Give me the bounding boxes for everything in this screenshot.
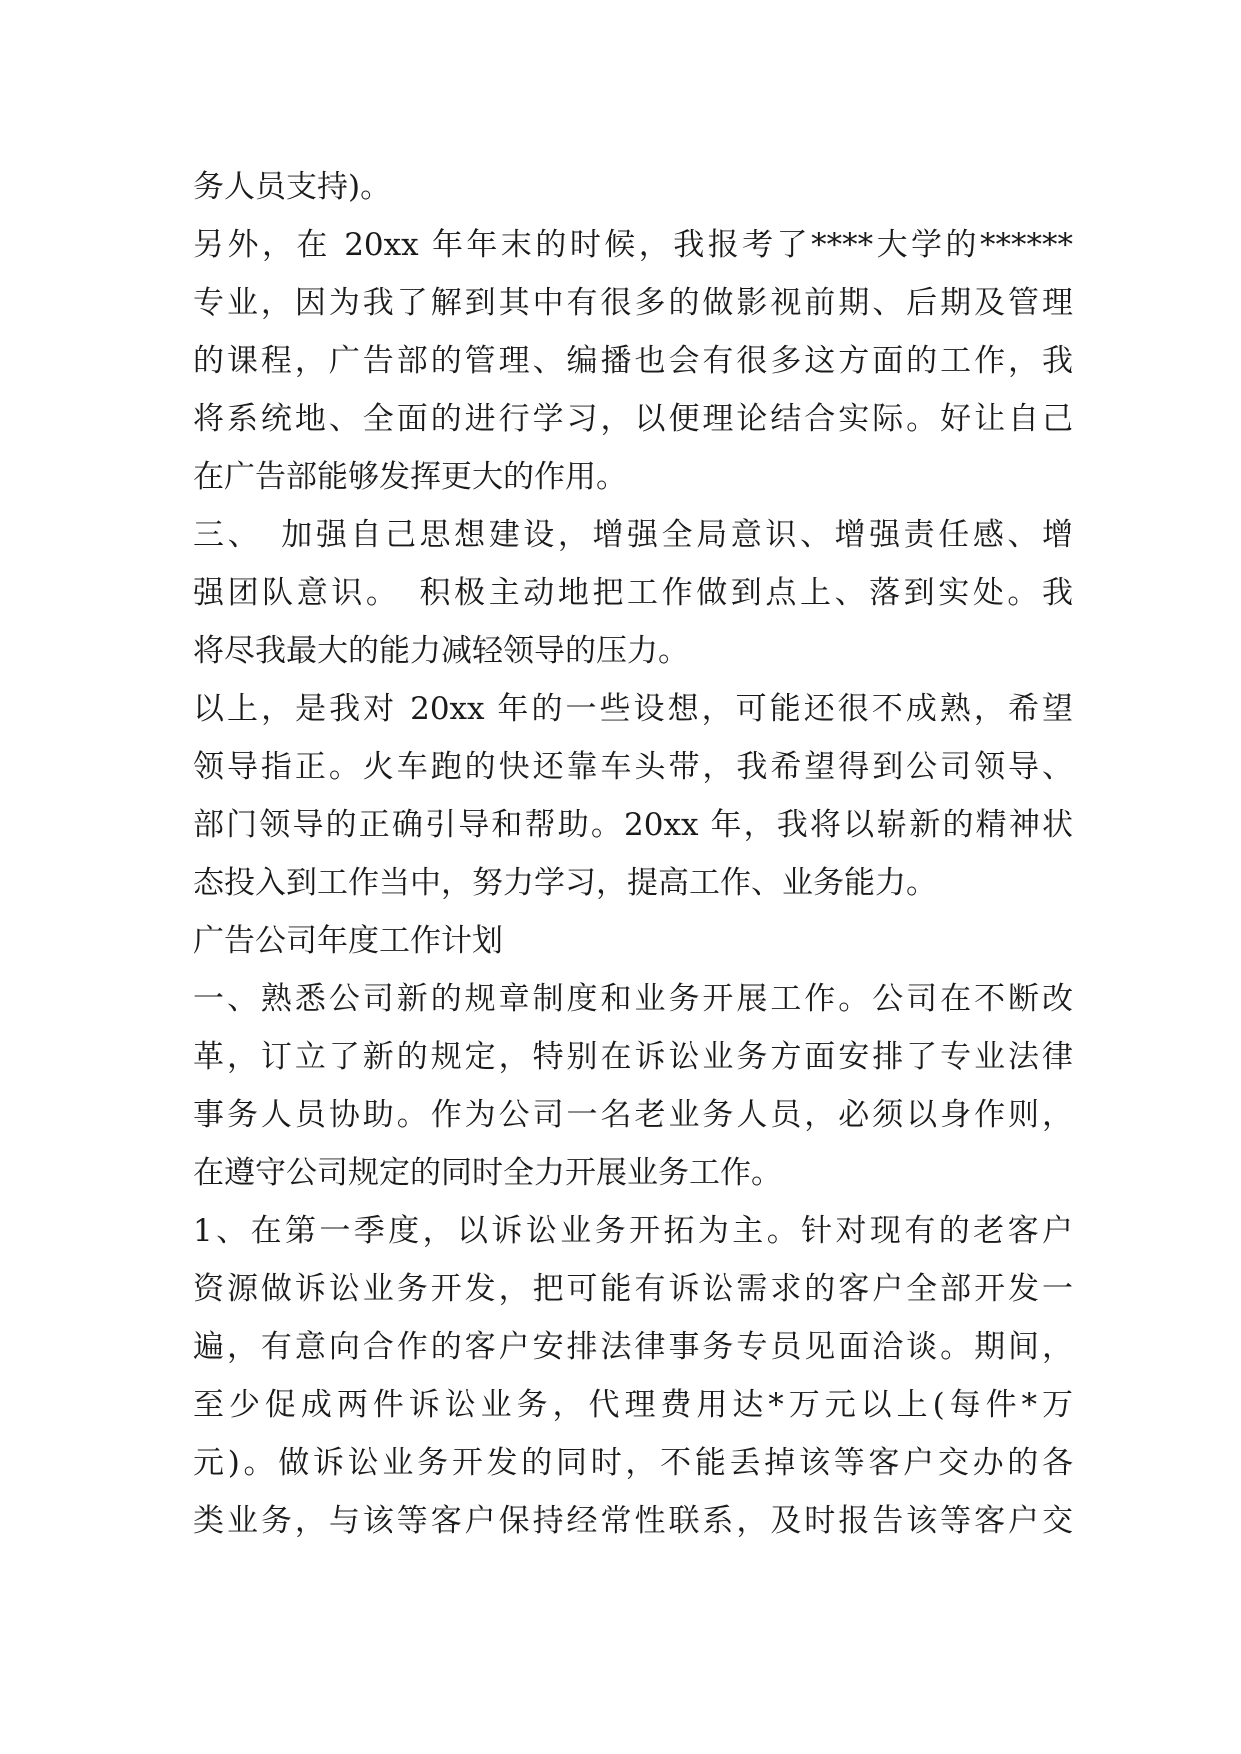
text-line: 遍，有意向合作的客户安排法律事务专员见面洽谈。期间， bbox=[193, 1329, 1073, 1365]
text-line: 务人员支持)。 bbox=[193, 169, 392, 205]
text-line: 态投入到工作当中，努力学习，提高工作、业务能力。 bbox=[193, 865, 937, 901]
text-line: 三、 加强自己思想建设，增强全局意识、增强责任感、增 bbox=[193, 517, 1073, 553]
text-line: 将系统地、全面的进行学习，以便理论结合实际。好让自己 bbox=[193, 401, 1073, 437]
text-line: 资源做诉讼业务开发，把可能有诉讼需求的客户全部开发一 bbox=[193, 1271, 1073, 1307]
text-line: 另外，在 20xx 年年末的时候，我报考了****大学的****** bbox=[193, 227, 1073, 263]
text-line: 的课程，广告部的管理、编播也会有很多这方面的工作，我 bbox=[193, 343, 1073, 379]
text-line: 革，订立了新的规定，特别在诉讼业务方面安排了专业法律 bbox=[193, 1039, 1073, 1075]
text-line: 在广告部能够发挥更大的作用。 bbox=[193, 459, 627, 495]
text-line: 领导指正。火车跑的快还靠车头带，我希望得到公司领导、 bbox=[193, 749, 1073, 785]
text-line: 类业务，与该等客户保持经常性联系，及时报告该等客户交 bbox=[193, 1503, 1073, 1539]
text-line: 在遵守公司规定的同时全力开展业务工作。 bbox=[193, 1155, 782, 1191]
text-line: 广告公司年度工作计划 bbox=[193, 923, 503, 959]
text-line: 事务人员协助。作为公司一名老业务人员，必须以身作则， bbox=[193, 1097, 1073, 1133]
text-line: 1、在第一季度，以诉讼业务开拓为主。针对现有的老客户 bbox=[193, 1213, 1073, 1249]
text-line: 强团队意识。 积极主动地把工作做到点上、落到实处。我 bbox=[193, 575, 1073, 611]
text-line: 元)。做诉讼业务开发的同时，不能丢掉该等客户交办的各 bbox=[193, 1445, 1073, 1481]
text-line: 部门领导的正确引导和帮助。20xx 年，我将以崭新的精神状 bbox=[193, 807, 1073, 843]
text-line: 专业，因为我了解到其中有很多的做影视前期、后期及管理 bbox=[193, 285, 1073, 321]
text-line: 至少促成两件诉讼业务，代理费用达*万元以上(每件*万 bbox=[193, 1387, 1073, 1423]
text-line: 将尽我最大的能力减轻领导的压力。 bbox=[193, 633, 689, 669]
text-line: 一、熟悉公司新的规章制度和业务开展工作。公司在不断改 bbox=[193, 981, 1073, 1017]
text-line: 以上，是我对 20xx 年的一些设想，可能还很不成熟，希望 bbox=[193, 691, 1073, 727]
body-text bbox=[193, 158, 1073, 1550]
